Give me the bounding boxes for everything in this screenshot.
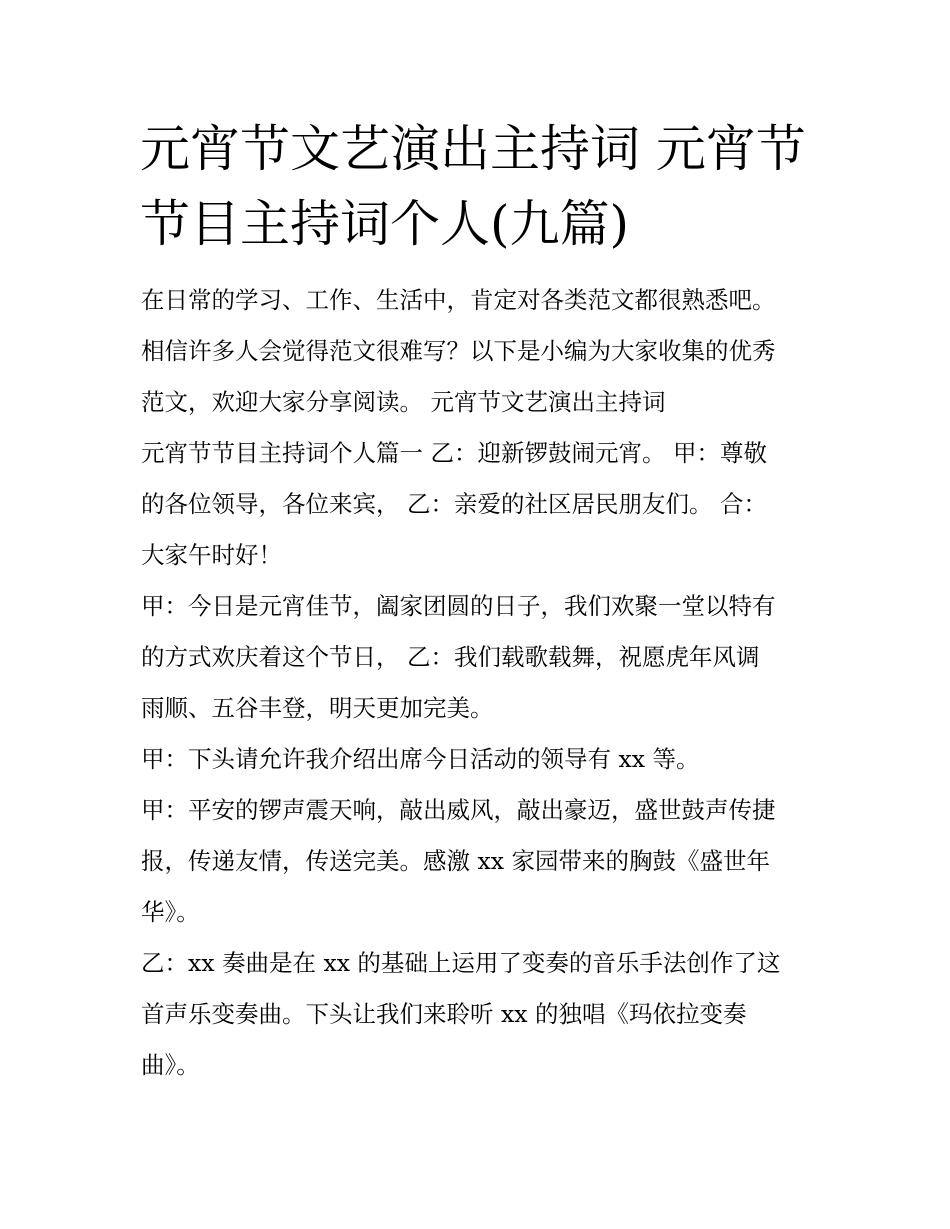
text-line: 报，传递友情，传送完美。感激 xx 家园带来的胸鼓《盛世年 <box>141 847 770 875</box>
text-line: 大家午时好！ <box>141 541 282 569</box>
title-line: 节目主持词个人(九篇) <box>140 195 630 253</box>
text-line: 的各位领导，各位来宾， 乙：亲爱的社区居民朋友们。 合： <box>141 490 767 518</box>
text-line: 甲：今日是元宵佳节，阖家团圆的日子，我们欢聚一堂以特有 <box>141 592 776 620</box>
document-title <box>140 112 820 262</box>
text-line: 甲：平安的锣声震天响，敲出威风，敲出豪迈，盛世鼓声传捷 <box>141 796 776 824</box>
document-body <box>141 275 831 1091</box>
text-line: 曲》。 <box>141 1051 200 1079</box>
text-line: 首声乐变奏曲。下头让我们来聆听 xx 的独唱《玛依拉变奏 <box>141 1000 747 1028</box>
text-line: 华》。 <box>141 898 200 926</box>
title-line: 元宵节文艺演出主持词 元宵节 <box>140 120 806 178</box>
text-line: 元宵节节目主持词个人篇一 乙：迎新锣鼓闹元宵。 甲：尊敬 <box>141 439 767 467</box>
text-line: 乙：xx 奏曲是在 xx 的基础上运用了变奏的音乐手法创作了这 <box>141 949 781 977</box>
text-line: 雨顺、五谷丰登，明天更加完美。 <box>141 694 494 722</box>
text-line: 相信许多人会觉得范文很难写？以下是小编为大家收集的优秀 <box>141 337 776 365</box>
text-line: 甲：下头请允许我介绍出席今日活动的领导有 xx 等。 <box>141 745 700 773</box>
text-line: 范文，欢迎大家分享阅读。 元宵节文艺演出主持词 <box>141 388 666 416</box>
text-line: 在日常的学习、工作、生活中，肯定对各类范文都很熟悉吧。 <box>141 286 776 314</box>
text-line: 的方式欢庆着这个节日， 乙：我们载歌载舞，祝愿虎年风调 <box>141 643 760 671</box>
